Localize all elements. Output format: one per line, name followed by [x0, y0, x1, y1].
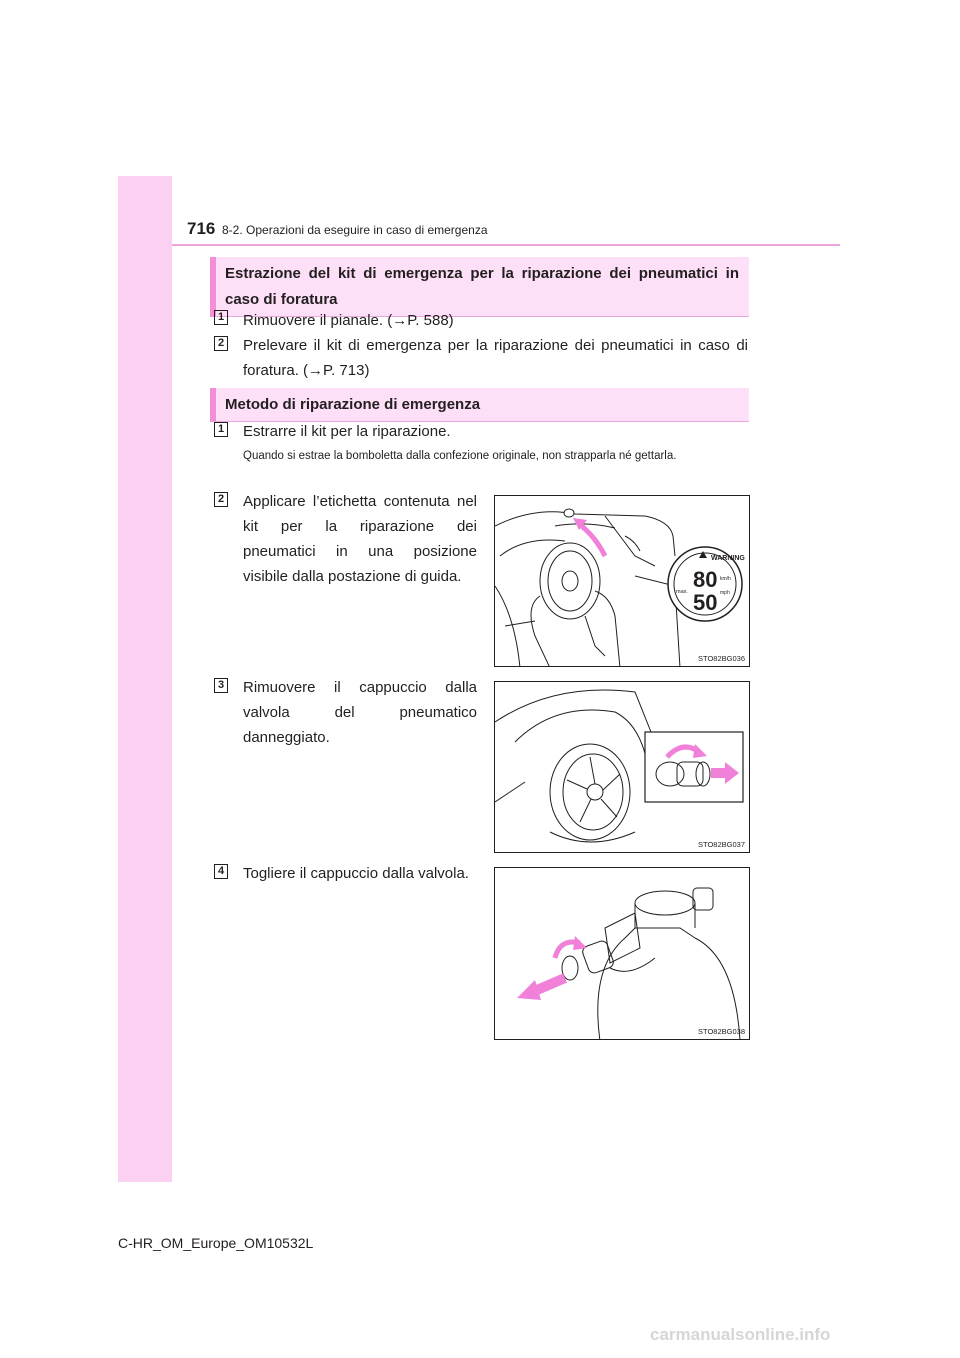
label-unit-mph: mph: [720, 590, 730, 596]
step-number-badge: 2: [214, 336, 228, 351]
step-text: Applicare l’etichetta contenuta nel kit per la riparazione dei pneumatici in una posizione visibile dalla postazione di guida.: [243, 493, 477, 585]
footer-doc-code: C-HR_OM_Europe_OM10532L: [118, 1235, 314, 1251]
label-speed-mph: 50: [693, 590, 718, 615]
page-number: 716: [187, 219, 216, 238]
step-number-badge: 1: [214, 422, 228, 437]
wheel-illustration: [495, 682, 750, 853]
section-heading-text: Metodo di riparazione di emergenza: [225, 396, 481, 413]
section-heading-repair-method: [210, 388, 749, 422]
label-speed-kmh: 80: [693, 567, 718, 592]
step-number-badge: 1: [214, 310, 228, 325]
figure-valve-cap: [494, 681, 750, 853]
step-number-badge: 3: [214, 678, 228, 693]
watermark: carmanualsonline.info: [650, 1325, 831, 1344]
step-text: Prelevare il kit di emergenza per la riparazione dei pneumatici in caso di foratura. (→P. 713): [243, 337, 748, 379]
chapter-title: 8-2. Operazioni da eseguire in caso di emergenza: [222, 223, 488, 237]
side-tab-bar: [118, 176, 172, 1182]
step-number-badge: 2: [214, 492, 228, 507]
dashboard-illustration: [495, 496, 750, 667]
figure-id: STO82BG038: [698, 1027, 745, 1036]
step-number-badge: 4: [214, 864, 228, 879]
step-text: Togliere il cappuccio dalla valvola.: [243, 865, 469, 882]
step-text: Rimuovere il pianale. (→P. 588): [243, 312, 454, 329]
figure-dashboard-label: [494, 495, 750, 667]
header-rule: [172, 244, 840, 246]
step-text: Estrarre il kit per la riparazione.: [243, 423, 451, 440]
label-max: max.: [676, 589, 688, 595]
step-text: Rimuovere il cappuccio dalla valvola del pneumatico danneggiato.: [243, 679, 477, 746]
section-heading-text: Estrazione del kit di emergenza per la riparazione dei pneumatici in caso di foratura: [225, 265, 739, 308]
label-warning-text: WARNING: [711, 555, 745, 562]
bottle-illustration: [495, 868, 750, 1040]
step-note: Quando si estrae la bomboletta dalla confezione originale, non strapparla né gettarla.: [243, 450, 677, 462]
figure-id: STO82BG037: [698, 840, 745, 849]
figure-id: STO82BG036: [698, 654, 745, 663]
figure-bottle-cap: [494, 867, 750, 1040]
label-unit-kmh: km/h: [720, 576, 731, 582]
